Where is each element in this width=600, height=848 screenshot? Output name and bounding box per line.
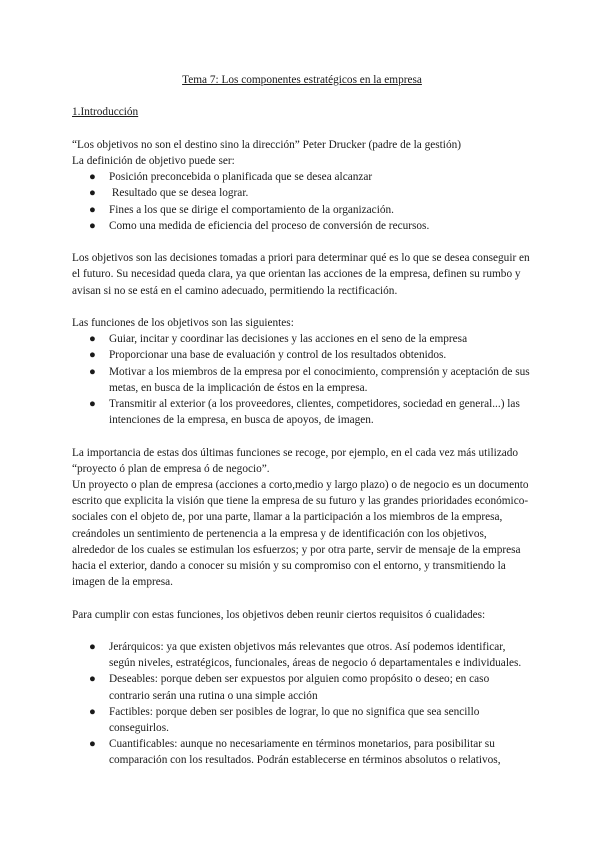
page-title: Tema 7: Los componentes estratégicos en la empresa <box>182 74 422 86</box>
bullet-icon: ● <box>89 349 96 362</box>
section-heading: 1.Introducción <box>72 106 139 119</box>
bullet-icon: ● <box>89 333 96 346</box>
paragraph: La importancia de estas dos últimas funciones se recoge, por ejemplo, en el cada vez más utilizado “proyecto ó plan de empresa ó de negocio”. <box>72 446 519 475</box>
bullet-icon: ● <box>89 673 96 686</box>
requirements-list <box>72 639 532 769</box>
bullet-icon: ● <box>89 738 96 751</box>
bullet-icon: ● <box>89 203 96 216</box>
paragraph: Un proyecto o plan de empresa (acciones a corto,medio y largo plazo) o de negocio es un documento escrito que explicita la visión que tiene la empresa de su futuro y las grandes prioridades económico- sociales con el objeto de, por una parte, llamar a la participación a los miembros de la empresa, creándoles un sentimiento de pertenencia a la empresa y de identificación con los objetivos, alrededor de los cuales se estimulan los esfuerzos; y por otra parte, servir de mensaje de la empresa hacia el exterior, dando a conocer su misión y su compromiso con el entorno, y transmitiendo la imagen de la empresa. <box>72 479 529 589</box>
list-item: ● Cuantificables: aunque no necesariamente en términos monetarios, para posibilitar su comparación con los resultados. Podrán establecerse en términos absolutos o relativos, <box>89 738 501 767</box>
functions-list <box>72 331 532 428</box>
list-item: ● Posición preconcebida o planificada que se desea alcanzar <box>72 169 532 185</box>
bullet-icon: ● <box>89 171 96 184</box>
list-item: ● Resultado que se desea lograr. <box>72 185 532 201</box>
bullet-icon: ● <box>89 705 96 718</box>
definition-intro: La definición de objetivo puede ser: <box>72 154 235 167</box>
bullet-icon: ● <box>89 641 96 653</box>
functions-intro: Las funciones de los objetivos son las siguientes: <box>72 316 294 329</box>
quote-paragraph: “Los objetivos no son el destino sino la dirección” Peter Drucker (padre de la gestión) <box>72 138 461 151</box>
bullet-icon: ● <box>89 187 96 200</box>
requirements-intro: Para cumplir con estas funciones, los objetivos deben reunir ciertos requisitos ó cualidades: <box>72 608 486 621</box>
list-item: ● Guiar, incitar y coordinar las decisiones y las acciones en el seno de la empresa <box>72 331 532 347</box>
list-item: ● Transmitir al exterior (a los proveedores, clientes, competidores, sociedad en general...) las intenciones de la empresa, en busca de apoyos, de imagen. <box>89 398 520 427</box>
bullet-icon: ● <box>89 365 96 378</box>
list-item: ● Proporcionar una base de evaluación y control de los resultados obtenidos. <box>72 347 532 363</box>
list-item: ● Motivar a los miembros de la empresa por el conocimiento, comprensión y aceptación de sus metas, en busca de la implicación de éstos en la empresa. <box>89 365 530 394</box>
list-item: ● Factibles: porque deben ser posibles de lograr, lo que no significa que sea sencillo conseguirlos. <box>89 705 480 735</box>
definition-list <box>72 169 532 234</box>
list-item: ● Jerárquicos: ya que existen objetivos más relevantes que otros. Así podemos identificar, según niveles, estratégicos, funcionales, áreas de negocio ó departamentales e individuales. <box>89 641 522 670</box>
list-item: ● Fines a los que se dirige el comportamiento de la organización. <box>72 202 532 218</box>
bullet-icon: ● <box>89 219 96 232</box>
paragraph: Los objetivos son las decisiones tomadas a priori para determinar qué es lo que se desea conseguir en el futuro. Su necesidad queda clara, ya que orientan las acciones de la empresa, definen su rumbo y avisan si no se está en el camino adecuado, permitiendo la rectificación. <box>72 252 530 297</box>
list-item: ● Deseables: porque deben ser expuestos por alguien como propósito o deseo; en caso contrario serán una rutina o una simple acción <box>89 673 490 702</box>
document-page <box>72 72 532 769</box>
bullet-icon: ● <box>89 398 96 410</box>
list-item: ● Como una medida de eficiencia del proceso de conversión de recursos. <box>72 218 532 234</box>
